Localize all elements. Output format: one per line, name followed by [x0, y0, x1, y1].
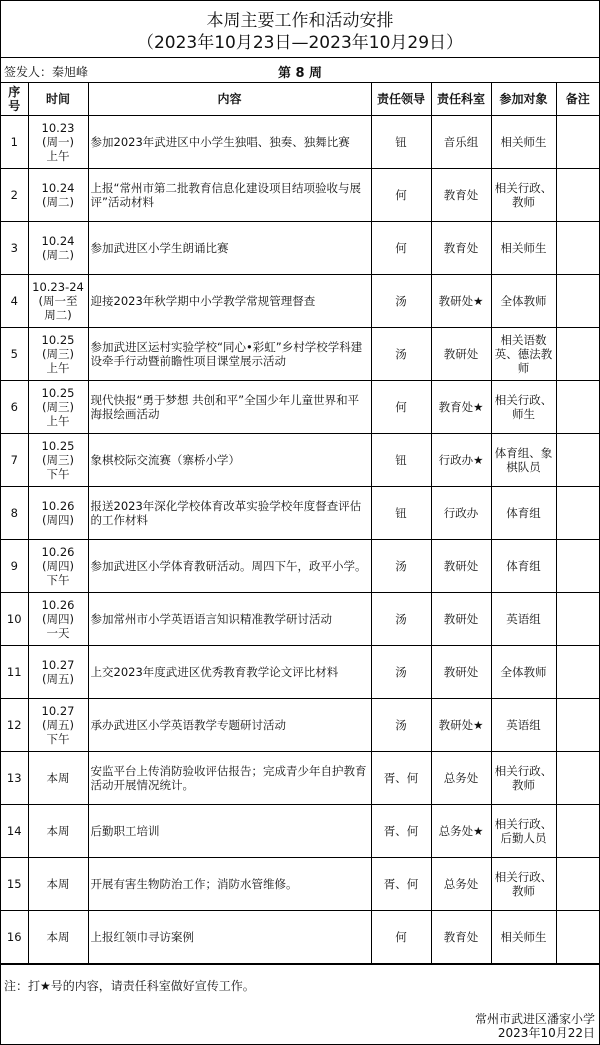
col-header-no: 序号	[1, 83, 28, 116]
cell-no: 16	[1, 911, 28, 964]
page-title: 本周主要工作和活动安排	[206, 11, 394, 31]
cell-no: 13	[1, 752, 28, 805]
cell-time: 10.26 (周四) 下午	[28, 540, 88, 593]
cell-leader: 何	[371, 381, 431, 434]
cell-leader: 汤	[371, 593, 431, 646]
table-row	[1, 116, 599, 169]
cell-leader: 汤	[371, 699, 431, 752]
cell-content: 上报“常州市第二批教育信息化建设项目结项验收与展评”活动材料	[88, 169, 371, 222]
cell-no: 5	[1, 328, 28, 381]
cell-dept: 总务处	[431, 858, 491, 911]
cell-remark	[556, 699, 599, 752]
cell-leader: 汤	[371, 646, 431, 699]
cell-no: 4	[1, 275, 28, 328]
table-row	[1, 222, 599, 275]
cell-no: 12	[1, 699, 28, 752]
table-row	[1, 593, 599, 646]
table-row	[1, 858, 599, 911]
cell-time: 10.25 (周三) 上午	[28, 328, 88, 381]
col-header-content: 内容	[88, 83, 371, 116]
cell-target: 相关行政、教师	[491, 752, 556, 805]
meta-row	[1, 57, 599, 82]
cell-no: 3	[1, 222, 28, 275]
cell-content: 上报红领巾寻访案例	[88, 911, 371, 964]
cell-dept: 总务处★	[431, 805, 491, 858]
cell-dept: 教育处	[431, 169, 491, 222]
signer: 签发人：秦旭峰	[4, 65, 89, 79]
week-number: 第 8 周	[277, 66, 323, 81]
cell-leader: 钮	[371, 116, 431, 169]
cell-remark	[556, 434, 599, 487]
cell-remark	[556, 540, 599, 593]
cell-target: 相关语数英、德法教师	[491, 328, 556, 381]
cell-time: 10.26 (周四)	[28, 487, 88, 540]
cell-time: 10.24 (周二)	[28, 222, 88, 275]
cell-time: 10.27 (周五) 下午	[28, 699, 88, 752]
table-row	[1, 540, 599, 593]
col-header-remark: 备注	[556, 83, 599, 116]
cell-leader: 胥、何	[371, 805, 431, 858]
cell-remark	[556, 593, 599, 646]
cell-target: 全体教师	[491, 646, 556, 699]
cell-no: 14	[1, 805, 28, 858]
cell-remark	[556, 328, 599, 381]
issuer-block	[475, 1012, 595, 1040]
col-header-dept: 责任科室	[431, 83, 491, 116]
cell-dept: 教研处★	[431, 699, 491, 752]
cell-leader: 汤	[371, 275, 431, 328]
cell-dept: 行政办★	[431, 434, 491, 487]
cell-leader: 汤	[371, 328, 431, 381]
col-header-leader: 责任领导	[371, 83, 431, 116]
cell-no: 2	[1, 169, 28, 222]
table-row	[1, 487, 599, 540]
cell-no: 1	[1, 116, 28, 169]
cell-content: 参加常州市小学英语语言知识精准教学研讨活动	[88, 593, 371, 646]
cell-leader: 何	[371, 222, 431, 275]
table-row	[1, 275, 599, 328]
cell-dept: 总务处	[431, 752, 491, 805]
cell-remark	[556, 487, 599, 540]
cell-content: 承办武进区小学英语教学专题研讨活动	[88, 699, 371, 752]
cell-leader: 钮	[371, 434, 431, 487]
cell-dept: 教研处	[431, 593, 491, 646]
table-row	[1, 169, 599, 222]
cell-leader: 何	[371, 169, 431, 222]
cell-target: 相关师生	[491, 116, 556, 169]
table-row	[1, 646, 599, 699]
schedule-table	[1, 82, 599, 964]
cell-leader: 钮	[371, 487, 431, 540]
cell-remark	[556, 752, 599, 805]
cell-content: 参加武进区运村实验学校“同心•彩虹”乡村学校学科建设牵手行动暨前瞻性项目课堂展示活动	[88, 328, 371, 381]
cell-dept: 行政办	[431, 487, 491, 540]
cell-time: 10.23-24 (周一至 周二)	[28, 275, 88, 328]
cell-leader: 汤	[371, 540, 431, 593]
cell-dept: 教研处★	[431, 275, 491, 328]
table-row	[1, 328, 599, 381]
table-row	[1, 434, 599, 487]
table-row	[1, 805, 599, 858]
date-range: （2023年10月23日—2023年10月29日）	[136, 33, 464, 53]
cell-dept: 教研处	[431, 540, 491, 593]
cell-target: 相关行政、教师	[491, 169, 556, 222]
col-header-time: 时间	[28, 83, 88, 116]
cell-target: 英语组	[491, 699, 556, 752]
cell-target: 相关师生	[491, 222, 556, 275]
col-header-target: 参加对象	[491, 83, 556, 116]
cell-remark	[556, 275, 599, 328]
cell-target: 相关师生	[491, 911, 556, 964]
cell-content: 迎接2023年秋学期中小学教学常规管理督查	[88, 275, 371, 328]
title-block	[1, 1, 599, 57]
cell-leader: 胥、何	[371, 858, 431, 911]
cell-target: 全体教师	[491, 275, 556, 328]
cell-time: 10.27 (周五)	[28, 646, 88, 699]
cell-content: 开展有害生物防治工作；消防水管维修。	[88, 858, 371, 911]
cell-remark	[556, 805, 599, 858]
cell-time: 10.23 (周一) 上午	[28, 116, 88, 169]
cell-dept: 教研处	[431, 328, 491, 381]
table-header-row	[1, 83, 599, 116]
cell-dept: 教育处	[431, 911, 491, 964]
cell-target: 英语组	[491, 593, 556, 646]
cell-dept: 教研处	[431, 646, 491, 699]
cell-time: 本周	[28, 911, 88, 964]
cell-content: 后勤职工培训	[88, 805, 371, 858]
cell-dept: 教育处	[431, 222, 491, 275]
school-name: 常州市武进区潘家小学	[474, 1012, 595, 1026]
cell-time: 本周	[28, 858, 88, 911]
cell-no: 7	[1, 434, 28, 487]
cell-content: 安监平台上传消防验收评估报告；完成青少年自护教育活动开展情况统计。	[88, 752, 371, 805]
cell-target: 相关行政、教师	[491, 858, 556, 911]
table-row	[1, 699, 599, 752]
cell-no: 10	[1, 593, 28, 646]
cell-no: 8	[1, 487, 28, 540]
cell-content: 参加武进区小学生朗诵比赛	[88, 222, 371, 275]
cell-no: 6	[1, 381, 28, 434]
cell-dept: 音乐组	[431, 116, 491, 169]
cell-remark	[556, 116, 599, 169]
cell-target: 体育组	[491, 487, 556, 540]
footnote: 注：打★号的内容，请责任科室做好宣传工作。	[4, 979, 255, 993]
footer	[1, 964, 599, 1040]
cell-time: 10.26 (周四) 一天	[28, 593, 88, 646]
table-row	[1, 381, 599, 434]
cell-dept: 教育处★	[431, 381, 491, 434]
cell-content: 参加2023年武进区中小学生独唱、独奏、独舞比赛	[88, 116, 371, 169]
cell-leader: 胥、何	[371, 752, 431, 805]
issue-date: 2023年10月22日	[497, 1026, 595, 1040]
cell-remark	[556, 169, 599, 222]
cell-leader: 何	[371, 911, 431, 964]
cell-time: 10.24 (周二)	[28, 169, 88, 222]
cell-remark	[556, 911, 599, 964]
cell-time: 10.25 (周三) 上午	[28, 381, 88, 434]
table-row	[1, 752, 599, 805]
cell-target: 体育组	[491, 540, 556, 593]
cell-time: 本周	[28, 752, 88, 805]
cell-remark	[556, 646, 599, 699]
cell-no: 11	[1, 646, 28, 699]
cell-content: 象棋校际交流赛（寨桥小学）	[88, 434, 371, 487]
cell-target: 相关行政、后勤人员	[491, 805, 556, 858]
cell-time: 10.25 (周三) 下午	[28, 434, 88, 487]
cell-content: 上交2023年度武进区优秀教育教学论文评比材料	[88, 646, 371, 699]
cell-no: 15	[1, 858, 28, 911]
cell-time: 本周	[28, 805, 88, 858]
cell-remark	[556, 858, 599, 911]
cell-content: 参加武进区小学体育教研活动。周四下午，政平小学。	[88, 540, 371, 593]
cell-no: 9	[1, 540, 28, 593]
cell-content: 报送2023年深化学校体育改革实验学校年度督查评估的工作材料	[88, 487, 371, 540]
cell-content: 现代快报“勇于梦想 共创和平”全国少年儿童世界和平海报绘画活动	[88, 381, 371, 434]
cell-remark	[556, 222, 599, 275]
cell-target: 相关行政、师生	[491, 381, 556, 434]
cell-target: 体育组、象棋队员	[491, 434, 556, 487]
table-row	[1, 911, 599, 964]
cell-remark	[556, 381, 599, 434]
